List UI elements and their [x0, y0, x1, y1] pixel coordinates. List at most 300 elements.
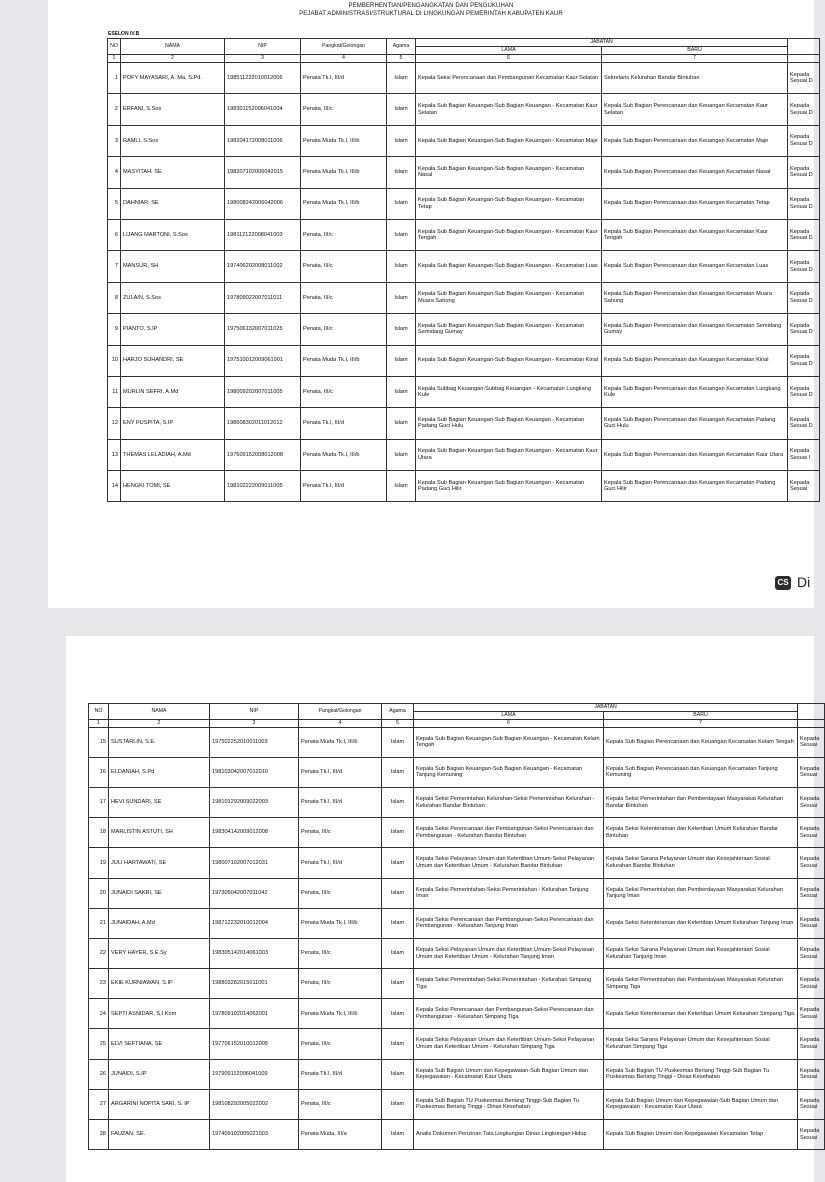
cell-pangkat: Penata Tk.I, III/d — [299, 848, 382, 878]
table-row — [108, 282, 820, 313]
cell-jabatan-baru: Kepala Sub Bagian Perencanaan dan Keuangan Kecamatan Lungkang Kule — [602, 376, 788, 407]
cell-pangkat: Penata, III/c — [301, 376, 387, 407]
cell-agama: Islam — [387, 125, 416, 156]
table-body-2 — [89, 704, 825, 1150]
column-number: 5 — [387, 55, 416, 63]
cell-agama: Islam — [382, 757, 414, 787]
cell-keterangan: Kepada Sesuai D — [788, 219, 820, 250]
cell-jabatan-lama: Kepala Sub Bagian Keuangan-Sub Bagian Keuangan - Kecamatan Maje — [416, 125, 602, 156]
cell-jabatan-baru: Kepala Sub Bagian Perencanaan dan Keuangan Kecamatan Padang Guci Hilir — [602, 471, 788, 502]
column-number: 6 — [414, 720, 604, 728]
cell-jabatan-lama: Kepala Seksi Pemerintahan-Seksi Pemerintahan - Kelurahan Tanjung Iman — [414, 878, 604, 908]
cell-jabatan-lama: Kepala Sub Bagian Keuangan-Sub Bagian Keuangan - Kecamatan Kinal — [416, 345, 602, 376]
cell-keterangan: Kepada Sesuai — [788, 471, 820, 502]
cell-keterangan: Kepada Sesuai I — [788, 439, 820, 470]
cell-jabatan-lama: Kepala Seksi Pemerintahan-Seksi Pemerintahan - Kelurahan Simpang Tiga — [414, 969, 604, 999]
cell-nip: 198112122008041003 — [225, 219, 301, 250]
cell-nip: 198102222009011005 — [225, 471, 301, 502]
column-number: 1 — [89, 720, 109, 728]
cell-no: 27 — [89, 1089, 109, 1119]
cell-pangkat: Penata Muda Tk.I, III/b — [301, 439, 387, 470]
table-row — [89, 1089, 825, 1119]
cell-agama: Islam — [387, 188, 416, 219]
cell-nip: 198007102007012031 — [210, 848, 299, 878]
table-row — [89, 787, 825, 817]
cell-agama: Islam — [382, 1120, 414, 1150]
table-row — [89, 818, 825, 848]
cell-nama: ELVI SEFTIANA, SE — [109, 1029, 210, 1059]
cell-nip: 197406202008011002 — [225, 251, 301, 282]
header-baru: BARU — [602, 47, 788, 55]
cell-nip: 198301152006041004 — [225, 94, 301, 125]
cell-nip: 197706152010012005 — [210, 1029, 299, 1059]
cell-no: 21 — [89, 908, 109, 938]
cell-no: 9 — [108, 314, 121, 345]
table-row — [89, 757, 825, 787]
table-row — [108, 125, 820, 156]
cell-agama: Islam — [382, 1029, 414, 1059]
cell-jabatan-lama: Kepala Subbag Keuangan-Subbag Keuangan - Kecamatan Lungkang Kule — [416, 376, 602, 407]
cell-jabatan-lama: Analis Dokumen Perizinan Tata Lingkungan Dinas Lingkungan Hidup — [414, 1120, 604, 1150]
cell-no: 24 — [89, 999, 109, 1029]
cell-jabatan-baru: Kepala Sub Bagian Perencanaan dan Keuangan Kecamatan Muara Sahung — [602, 282, 788, 313]
cell-pangkat: Penata Tk.I, III/d — [299, 1059, 382, 1089]
cell-jabatan-lama: Kepala Seksi Pelayanan Umum dan Ketertiban Umum-Seksi Pelayanan Umum dan Ketertiban Umum - Kelurahan Tanjung Iman — [414, 938, 604, 968]
cell-pangkat: Penata, III/c — [299, 818, 382, 848]
cell-nama: ERFANI, S.Sos — [121, 94, 225, 125]
cell-nip: 197809022007011011 — [225, 282, 301, 313]
cell-nama: ENY PUSPITA, S.IP — [121, 408, 225, 439]
cell-keterangan: Kepada Sesuai D — [788, 94, 820, 125]
cell-no: 7 — [108, 251, 121, 282]
document-title: PEMBERHENTIAN/PENGANGKATAN DAN PENGUKUHAN PEJABAT ADMINISTRASI/STRUKTURAL DI LINGKUNGAN PEMERINTAH KABUPATEN KAUR — [299, 3, 563, 17]
cell-nip: 198608302011012012 — [225, 408, 301, 439]
cell-nama: LIJANG MARTONI, S.Sos — [121, 219, 225, 250]
cell-keterangan: Kepada Sesuai D — [788, 345, 820, 376]
cell-pangkat: Penata, III/c — [301, 282, 387, 313]
header-lama: LAMA — [416, 47, 602, 55]
cell-keterangan: Kepada Sesuai — [798, 1120, 825, 1150]
cell-nip: 198305142014061003 — [210, 938, 299, 968]
cell-nama: THEMAS LELADIAH, A.Md — [121, 439, 225, 470]
cell-agama: Islam — [387, 63, 416, 94]
cell-jabatan-lama: Kepala Sub Bagian Keuangan-Sub Bagian Keuangan - Kecamatan Kaur Selatan — [416, 94, 602, 125]
cell-nama: RAMLI, S.Sos — [121, 125, 225, 156]
table-row — [108, 94, 820, 125]
column-number: 4 — [299, 720, 382, 728]
table-row — [89, 938, 825, 968]
cell-keterangan: Kepada Sesuai — [798, 969, 825, 999]
cell-agama: Islam — [382, 878, 414, 908]
cell-nip: 198103042007012010 — [210, 757, 299, 787]
cell-jabatan-baru: Kepala Sub Bagian Umum dan Kepegawaian-Sub Bagian Umum dan Kepegawaian - Kecamatan Kaur Utara — [604, 1089, 798, 1119]
cell-nama: ARGARINI NOPITA SARI, S. IP — [109, 1089, 210, 1119]
cell-no: 23 — [89, 969, 109, 999]
table-row — [108, 63, 820, 94]
header-nama: NAMA — [121, 39, 225, 55]
header-pangkat: Pangkat/Golongan — [299, 704, 382, 720]
cell-nama: VERY HAYER, S.E.Sy — [109, 938, 210, 968]
cell-keterangan: Kepada Sesuai — [798, 1059, 825, 1089]
cell-jabatan-lama: Kepala Sub Bagian Keuangan-Sub Bagian Keuangan - Kecamatan Tanjung Kemuning — [414, 757, 604, 787]
cell-pangkat: Penata, III/c — [299, 938, 382, 968]
cell-nip: 197502252010011003 — [210, 727, 299, 757]
cell-jabatan-lama: Kepala Sub Bagian Keuangan-Sub Bagian Keuangan - Kecamatan Padang Guci Hilir — [416, 471, 602, 502]
cell-pangkat: Penata, III/c — [299, 969, 382, 999]
cell-no: 11 — [108, 376, 121, 407]
table-row — [108, 471, 820, 502]
cell-pangkat: Penata Muda Tk.I, III/b — [301, 345, 387, 376]
document-page-1 — [48, 0, 814, 608]
cell-jabatan-baru: Kepala Sub Bagian Perencanaan dan Keuangan Kecamatan Padang Guci Hulu — [602, 408, 788, 439]
cell-agama: Islam — [387, 251, 416, 282]
cell-agama: Islam — [382, 818, 414, 848]
cell-jabatan-baru: Kepala Seksi Pemerintahan dan Pemberdayaan Masyarakat Kelurahan Simpang Tiga — [604, 969, 798, 999]
cell-pangkat: Penata Tk.I, III/d — [299, 757, 382, 787]
cell-nip: 197305042007011042 — [210, 878, 299, 908]
column-number: 3 — [225, 55, 301, 63]
cell-nama: ZULAIN, S.Sos — [121, 282, 225, 313]
header-row — [89, 704, 825, 712]
cell-nama: MASYITAH, SE — [121, 157, 225, 188]
table-row — [89, 848, 825, 878]
column-number: 5 — [382, 720, 414, 728]
cell-nip: 198108292005022002 — [210, 1089, 299, 1119]
cell-nip: 198204172008011006 — [225, 125, 301, 156]
cell-jabatan-baru: Kepala Sub Bagian Perencanaan dan Keuangan Kecamatan Tetap — [602, 188, 788, 219]
cell-pangkat: Penata, III/c — [301, 251, 387, 282]
cell-no: 4 — [108, 157, 121, 188]
cell-jabatan-baru: Kepala Seksi Pemerintahan dan Pemberdayaan Masyarakat Kelurahan Bandar Bintuhan — [604, 787, 798, 817]
cell-pangkat: Penata Tk.I, III/d — [301, 63, 387, 94]
cell-no: 15 — [89, 727, 109, 757]
document-page-2 — [66, 636, 820, 1182]
cell-keterangan: Kepada Sesuai — [798, 878, 825, 908]
cell-jabatan-baru: Kepala Seksi Pemerintahan dan Pemberdayaan Masyarakat Kelurahan Tanjung Iman — [604, 878, 798, 908]
cell-jabatan-baru: Kepala Sub Bagian Perencanaan dan Keuangan Kecamatan Kinal — [602, 345, 788, 376]
cell-keterangan: Kepada Sesuai D — [788, 188, 820, 219]
cell-jabatan-lama: Kepala Seksi Perencanaan dan Pembangunan-Seksi Perencanaan dan Pembangunan - Kelurahan Bandar Bintuhan — [414, 818, 604, 848]
cell-nip: 198207102006042015 — [225, 157, 301, 188]
cell-nama: POFY MAYASARI, A. Ma, S.Pd. — [121, 63, 225, 94]
cell-jabatan-lama: Kepala Sub Bagian Keuangan-Sub Bagian Keuangan - Kecamatan Muara Sahung — [416, 282, 602, 313]
cell-jabatan-baru: Kepala Sub Bagian Perencanaan dan Keuangan Kecamatan Kaur Selatan — [602, 94, 788, 125]
cell-no: 5 — [108, 188, 121, 219]
column-number: 1 — [108, 55, 121, 63]
cell-no: 6 — [108, 219, 121, 250]
cell-keterangan: Kepada Sesuai — [798, 727, 825, 757]
cell-agama: Islam — [382, 727, 414, 757]
table-row — [108, 439, 820, 470]
cell-keterangan: Kepada Sesuai D — [788, 376, 820, 407]
cell-nama: HARJO SUHANDRI, SE — [121, 345, 225, 376]
column-number: 4 — [301, 55, 387, 63]
cell-pangkat: Penata Muda Tk.I, III/b — [301, 188, 387, 219]
cell-keterangan: Kepada Sesuai — [798, 908, 825, 938]
cell-no: 18 — [89, 818, 109, 848]
column-number — [798, 720, 825, 728]
header-no: NO — [108, 39, 121, 55]
cell-no: 14 — [108, 471, 121, 502]
cell-nip: 198101292009022003 — [210, 787, 299, 817]
cell-agama: Islam — [382, 1089, 414, 1119]
cell-jabatan-lama: Kepala Seksi Perencanaan dan Pembangunan Kecamatan Kaur Selatan — [416, 63, 602, 94]
cell-keterangan: Kepada Sesuai — [798, 1089, 825, 1119]
cell-jabatan-baru: Kepala Seksi Ketenteraman dan Ketertiban Umum Kelurahan Simpang Tiga — [604, 999, 798, 1029]
table-row — [89, 1059, 825, 1089]
cell-nama: MURLIN SEFRI, A.Md — [121, 376, 225, 407]
header-agama: Agama — [382, 704, 414, 720]
column-number: 6 — [416, 55, 602, 63]
column-number: 7 — [604, 720, 798, 728]
cell-nip: 198712232010012004 — [210, 908, 299, 938]
cell-nama: JUNAIDI, S.IP — [109, 1059, 210, 1089]
column-number — [788, 55, 820, 63]
cell-jabatan-lama: Kepala Sub Bagian Keuangan-Sub Bagian Keuangan - Kecamatan Kaur Tengah — [416, 219, 602, 250]
cell-no: 10 — [108, 345, 121, 376]
cell-nama: MANSUR, SH — [121, 251, 225, 282]
column-number: 7 — [602, 55, 788, 63]
cell-nip: 197506132007011025 — [225, 314, 301, 345]
table-row — [108, 251, 820, 282]
table-row — [108, 314, 820, 345]
cell-agama: Islam — [382, 787, 414, 817]
cell-no: 12 — [108, 408, 121, 439]
cell-agama: Islam — [387, 314, 416, 345]
column-number: 2 — [121, 55, 225, 63]
cell-nama: MARLISTIN ASTUTI, SH — [109, 818, 210, 848]
cell-keterangan: Kepada Sesuai D — [788, 282, 820, 313]
cell-keterangan: Kepada Sesuai D — [788, 408, 820, 439]
cell-nama: FAUZAN, SE. — [109, 1120, 210, 1150]
header-agama: Agama — [387, 39, 416, 55]
cell-pangkat: Penata Tk.I, III/d — [301, 408, 387, 439]
cell-no: 20 — [89, 878, 109, 908]
cell-jabatan-baru: Kepala Seksi Sarana Pelayanan Umum dan Kesejahteraan Sosial Kelurahan Bandar Bintuhan — [604, 848, 798, 878]
cell-jabatan-lama: Kepala Seksi Perencanaan dan Pembangunan-Seksi Perencanaan dan Pembangunan - Kelurahan Tanjung Iman — [414, 908, 604, 938]
header-jabatan: JABATAN — [414, 704, 798, 712]
cell-no: 22 — [89, 938, 109, 968]
cell-no: 2 — [108, 94, 121, 125]
cell-jabatan-lama: Kepala Sub Bagian Keuangan-Sub Bagian Keuangan - Kecamatan Kelam Tengah — [414, 727, 604, 757]
cell-pangkat: Penata Muda Tk.I, III/b — [301, 125, 387, 156]
cell-keterangan: Kepada Sesuai D — [788, 125, 820, 156]
cell-nip: 198304142009012008 — [210, 818, 299, 848]
cell-no: 28 — [89, 1120, 109, 1150]
cell-agama: Islam — [382, 999, 414, 1029]
cell-pangkat: Penata Muda, III/a — [299, 1120, 382, 1150]
cell-nama: PIANTO, S.IP — [121, 314, 225, 345]
cell-nama: JULI HARTAWATI, SE — [109, 848, 210, 878]
cell-keterangan: Kepada Sesuai — [798, 938, 825, 968]
mutation-table-1 — [107, 38, 820, 502]
cell-jabatan-lama: Kepala Sub Bagian Keuangan-Sub Bagian Keuangan - Kecamatan Kaur Utara — [416, 439, 602, 470]
cell-jabatan-baru: Kepala Seksi Sarana Pelayanan Umum dan Kesejahteraan Sosial Kelurahan Tanjung Iman — [604, 938, 798, 968]
header-baru: BARU — [604, 712, 798, 720]
cell-jabatan-lama: Kepala Sub Bagian Keuangan-Sub Bagian Keuangan - Kecamatan Nasal — [416, 157, 602, 188]
cell-agama: Islam — [382, 908, 414, 938]
table-row — [108, 408, 820, 439]
table-row — [108, 219, 820, 250]
cell-keterangan: Kepada Sesuai D — [788, 251, 820, 282]
cell-nip: 198008242006042006 — [225, 188, 301, 219]
cell-jabatan-lama: Kepala Sub Bagian Keuangan-Sub Bagian Keuangan - Kecamatan Semidang Gumay — [416, 314, 602, 345]
cell-nip: 197609152008012008 — [225, 439, 301, 470]
cell-keterangan: Kepada Sesuai — [798, 999, 825, 1029]
cell-agama: Islam — [387, 471, 416, 502]
cell-no: 17 — [89, 787, 109, 817]
cell-no: 16 — [89, 757, 109, 787]
header-nip: NIP — [225, 39, 301, 55]
table-row — [108, 188, 820, 219]
cell-keterangan: Kepada Sesuai — [798, 848, 825, 878]
table-body-1 — [108, 39, 820, 502]
cell-nip: 197409102005021003 — [210, 1120, 299, 1150]
header-jabatan: JABATAN — [416, 39, 788, 47]
cell-jabatan-baru: Sekretaris Kelurahan Bandar Bintuhan — [602, 63, 788, 94]
cell-keterangan: Kepada Sesuai — [798, 818, 825, 848]
cell-agama: Islam — [387, 408, 416, 439]
header-keterangan — [798, 704, 825, 720]
cell-pangkat: Penata Muda Tk.I, III/b — [299, 908, 382, 938]
cell-nama: SEPTI ASNIDAR, S.I.Kom — [109, 999, 210, 1029]
cell-nip: 197809102014062001 — [210, 999, 299, 1029]
cell-pangkat: Penata, III/c — [299, 1089, 382, 1119]
cell-agama: Islam — [387, 157, 416, 188]
cell-jabatan-baru: Kepala Seksi Sarana Pelayanan Umum dan Kesejahteraan Sosial Kelurahan Simpang Tiga — [604, 1029, 798, 1059]
cell-pangkat: Penata, III/c — [299, 1029, 382, 1059]
cell-agama: Islam — [382, 1059, 414, 1089]
cell-jabatan-baru: Kepala Sub Bagian Perencanaan dan Keuangan Kecamatan Nasal — [602, 157, 788, 188]
cell-keterangan: Kepada Sesuai D — [788, 314, 820, 345]
header-nip: NIP — [210, 704, 299, 720]
column-number: 2 — [109, 720, 210, 728]
cell-keterangan: Kepada Sesuai — [798, 787, 825, 817]
cell-agama: Islam — [387, 282, 416, 313]
cell-no: 19 — [89, 848, 109, 878]
cell-agama: Islam — [387, 94, 416, 125]
table-row — [89, 908, 825, 938]
cell-pangkat: Penata Muda Tk.I, III/b — [299, 727, 382, 757]
cell-jabatan-baru: Kepala Seksi Ketenteraman dan Ketertiban Umum Kelurahan Tanjung Iman — [604, 908, 798, 938]
cell-jabatan-baru: Kepala Sub Bagian Perencanaan dan Keuangan Kecamatan Kelam Tengah — [604, 727, 798, 757]
cell-jabatan-baru: Kepala Sub Bagian Perencanaan dan Keuangan Kecamatan Tanjung Kemuning — [604, 757, 798, 787]
header-pangkat: Pangkat/Golongan — [301, 39, 387, 55]
cell-jabatan-baru: Kepala Seksi Ketenteraman dan Ketertiban Umum Kelurahan Bandar Bintuhan — [604, 818, 798, 848]
cell-jabatan-baru: Kepala Sub Bagian Perencanaan dan Keuangan Kecamatan Kaur Tengah — [602, 219, 788, 250]
cell-jabatan-baru: Kepala Sub Bagian Perencanaan dan Keuangan Kecamatan Semidang Gumay — [602, 314, 788, 345]
header-row — [108, 39, 820, 47]
cell-nama: HEVI SUNDARI, SE — [109, 787, 210, 817]
cell-agama: Islam — [387, 376, 416, 407]
cell-pangkat: Penata Tk.I, III/d — [299, 787, 382, 817]
cell-nama: HENGKI TOMI, SE — [121, 471, 225, 502]
cell-pangkat: Penata, III/c — [299, 878, 382, 908]
cell-nama: JUNAIDI SAKRI, SE — [109, 878, 210, 908]
cell-no: 25 — [89, 1029, 109, 1059]
cell-nama: EKIE KURNIAWAN, S.IP — [109, 969, 210, 999]
cell-nip: 198009202007011005 — [225, 376, 301, 407]
cell-keterangan: Kepada Sesuai D — [788, 157, 820, 188]
cell-keterangan: Kepada Sesuai — [798, 1029, 825, 1059]
cell-jabatan-lama: Kepala Sub Bagian Keuangan-Sub Bagian Keuangan - Kecamatan Tetap — [416, 188, 602, 219]
cell-jabatan-lama: Kepala Seksi Pelayanan Umum dan Ketertiban Umum-Seksi Pelayanan Umum dan Ketertiban Umum - Kelurahan Simpang Tiga — [414, 1029, 604, 1059]
cell-nip: 197510012009061001 — [225, 345, 301, 376]
column-number-row — [108, 55, 820, 63]
table-row — [89, 727, 825, 757]
table-row — [108, 376, 820, 407]
table-row — [89, 1120, 825, 1150]
cell-pangkat: Penata Muda Tk.I, III/b — [299, 999, 382, 1029]
cell-jabatan-lama: Kepala Seksi Perencanaan dan Pembangunan-Seksi Perencanaan dan Pembangunan - Kelurahan Simpang Tiga — [414, 999, 604, 1029]
cell-nip: 197909112006041009 — [210, 1059, 299, 1089]
cell-jabatan-baru: Kepala Sub Bagian Perencanaan dan Keuangan Kecamatan Luas — [602, 251, 788, 282]
cell-pangkat: Penata, III/c — [301, 314, 387, 345]
cell-nama: JUNAIDAH, A.Md — [109, 908, 210, 938]
cell-nama: DAHNIAR, SE — [121, 188, 225, 219]
table-row — [89, 878, 825, 908]
header-nama: NAMA — [109, 704, 210, 720]
cell-jabatan-baru: Kepala Sub Bagian Perencanaan dan Keuangan Kecamatan Kaur Utara — [602, 439, 788, 470]
header-no: NO — [89, 704, 109, 720]
cell-nip: 198511232010012006 — [225, 63, 301, 94]
header-lama: LAMA — [414, 712, 604, 720]
camscanner-icon: CS — [775, 576, 791, 590]
cell-jabatan-lama: Kepala Sub Bagian Keuangan-Sub Bagian Keuangan - Kecamatan Padang Guci Hulu — [416, 408, 602, 439]
table-row — [89, 1029, 825, 1059]
table-row — [89, 999, 825, 1029]
cell-pangkat: Penata, III/c — [301, 94, 387, 125]
table-row — [108, 157, 820, 188]
cell-agama: Islam — [382, 938, 414, 968]
cell-no: 13 — [108, 439, 121, 470]
cell-jabatan-lama: Kepala Sub Bagian TU Puskesmas Beriang Tinggi-Sub Bagian Tu Puskesmas Beriang Tinggi - Dinas Kesehatan — [414, 1089, 604, 1119]
column-number: 3 — [210, 720, 299, 728]
cell-keterangan: Kepada Sesuai — [798, 757, 825, 787]
cell-jabatan-lama: Kepala Sub Bagian Umum dan Kepegawaian-Sub Bagian Umum dan Kepegawaian - Kecamatan Kaur Utara — [414, 1059, 604, 1089]
cell-jabatan-lama: Kepala Seksi Pemerintahan Kelurahan-Seksi Pemerintahan Kelurahan - Kelurahan Bandar Bintuhan — [414, 787, 604, 817]
table-row — [89, 969, 825, 999]
cell-jabatan-lama: Kepala Sub Bagian Keuangan-Sub Bagian Keuangan - Kecamatan Luas — [416, 251, 602, 282]
cell-agama: Islam — [387, 345, 416, 376]
camscanner-watermark-text: Di — [797, 574, 811, 590]
cell-jabatan-baru: Kepala Sub Bagian Perencanaan dan Keuangan Kecamatan Maje — [602, 125, 788, 156]
cell-no: 26 — [89, 1059, 109, 1089]
header-keterangan — [788, 39, 820, 55]
cell-nama: ELDANIAH, S.Pd — [109, 757, 210, 787]
eselon-label: ESELON IV.B — [108, 31, 140, 37]
cell-no: 1 — [108, 63, 121, 94]
cell-keterangan: Kepada Sesuai D — [788, 63, 820, 94]
cell-pangkat: Penata Muda Tk.I, III/b — [301, 157, 387, 188]
cell-jabatan-lama: Kepala Seksi Pelayanan Umum dan Ketertiban Umum-Seksi Pelayanan Umum dan Ketertiban Umum - Kelurahan Bandar Bintuhan — [414, 848, 604, 878]
cell-agama: Islam — [382, 848, 414, 878]
cell-no: 8 — [108, 282, 121, 313]
column-number-row — [89, 720, 825, 728]
cell-agama: Islam — [387, 219, 416, 250]
cell-agama: Islam — [387, 439, 416, 470]
cell-nama: SUSTARLIN, S.E. — [109, 727, 210, 757]
cell-pangkat: Penata, III/c — [301, 219, 387, 250]
table-row — [108, 345, 820, 376]
cell-no: 3 — [108, 125, 121, 156]
cell-pangkat: Penata Tk.I, III/d — [301, 471, 387, 502]
mutation-table-2 — [88, 703, 825, 1150]
cell-jabatan-baru: Kepala Sub Bagian Umum dan Kepegawaian Kecamatan Tetap — [604, 1120, 798, 1150]
cell-nip: 198803282015011001 — [210, 969, 299, 999]
cell-jabatan-baru: Kepala Sub Bagian TU Puskesmas Beriang Tinggi-Sub Bagian Tu Puskesmas Beriang Tinggi - Dinas Kesehatan — [604, 1059, 798, 1089]
cell-agama: Islam — [382, 969, 414, 999]
